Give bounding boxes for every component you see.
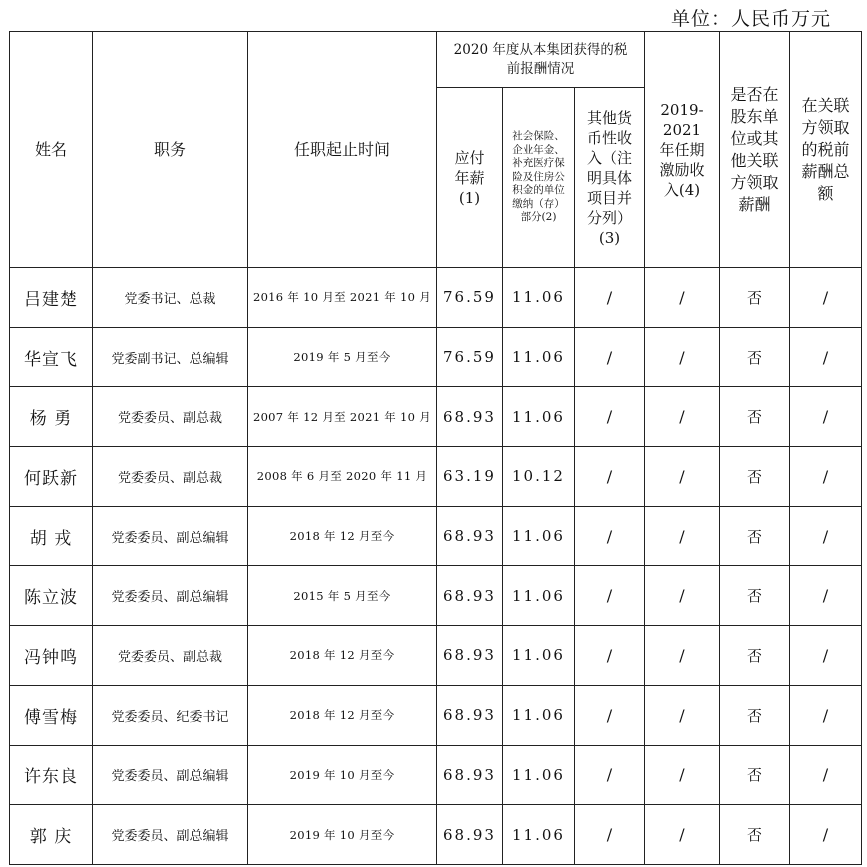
cell-name: 吕建楚: [10, 268, 93, 328]
cell-incentive: /: [645, 626, 720, 686]
cell-salary: 68.93: [437, 685, 503, 745]
cell-salary: 68.93: [437, 626, 503, 686]
cell-related-paid: 否: [720, 387, 790, 447]
cell-position: 党委委员、副总编辑: [93, 506, 248, 566]
cell-related-total: /: [790, 327, 862, 387]
cell-social: 10.12: [503, 447, 575, 507]
table-row: [10, 745, 862, 805]
header-incentive: 2019-2021 年任期激励收入(4): [645, 32, 720, 268]
cell-related-paid: 否: [720, 566, 790, 626]
cell-term: 2018 年 12 月至今: [248, 626, 437, 686]
cell-other-income: /: [575, 387, 645, 447]
table-row: [10, 805, 862, 865]
cell-incentive: /: [645, 685, 720, 745]
cell-term: 2019 年 5 月至今: [248, 327, 437, 387]
cell-name: 杨 勇: [10, 387, 93, 447]
cell-related-total: /: [790, 506, 862, 566]
cell-other-income: /: [575, 506, 645, 566]
cell-related-paid: 否: [720, 447, 790, 507]
cell-related-total: /: [790, 447, 862, 507]
cell-salary: 68.93: [437, 805, 503, 865]
cell-related-total: /: [790, 268, 862, 328]
cell-incentive: /: [645, 327, 720, 387]
cell-social: 11.06: [503, 626, 575, 686]
cell-related-paid: 否: [720, 626, 790, 686]
table-row: [10, 566, 862, 626]
header-other-income: 其他货币性收入（注明具体项目并分列）(3): [575, 88, 645, 268]
cell-term: 2019 年 10 月至今: [248, 805, 437, 865]
header-related-paid: 是否在股东单位或其他关联方领取薪酬: [720, 32, 790, 268]
cell-position: 党委委员、副总编辑: [93, 566, 248, 626]
cell-name: 华宣飞: [10, 327, 93, 387]
cell-social: 11.06: [503, 685, 575, 745]
cell-related-total: /: [790, 745, 862, 805]
cell-related-paid: 否: [720, 268, 790, 328]
cell-other-income: /: [575, 327, 645, 387]
cell-social: 11.06: [503, 566, 575, 626]
cell-related-total: /: [790, 387, 862, 447]
cell-other-income: /: [575, 626, 645, 686]
cell-social: 11.06: [503, 327, 575, 387]
cell-social: 11.06: [503, 506, 575, 566]
table-row: [10, 268, 862, 328]
cell-other-income: /: [575, 447, 645, 507]
header-related-total: 在关联方领取的税前薪酬总额: [790, 32, 862, 268]
cell-term: 2019 年 10 月至今: [248, 745, 437, 805]
cell-term: 2018 年 12 月至今: [248, 506, 437, 566]
header-social: 社会保险、企业年金、补充医疗保险及住房公积金的单位缴纳（存）部分(2): [503, 88, 575, 268]
cell-position: 党委副书记、总编辑: [93, 327, 248, 387]
cell-related-paid: 否: [720, 685, 790, 745]
cell-social: 11.06: [503, 387, 575, 447]
cell-other-income: /: [575, 685, 645, 745]
cell-name: 何跃新: [10, 447, 93, 507]
cell-incentive: /: [645, 268, 720, 328]
cell-incentive: /: [645, 566, 720, 626]
table-row: [10, 327, 862, 387]
cell-social: 11.06: [503, 745, 575, 805]
cell-salary: 76.59: [437, 268, 503, 328]
cell-other-income: /: [575, 745, 645, 805]
cell-related-paid: 否: [720, 745, 790, 805]
table-row: [10, 387, 862, 447]
table-header: [10, 32, 862, 268]
cell-related-total: /: [790, 685, 862, 745]
cell-name: 傅雪梅: [10, 685, 93, 745]
cell-name: 陈立波: [10, 566, 93, 626]
cell-term: 2007 年 12 月至 2021 年 10 月: [248, 387, 437, 447]
cell-term: 2018 年 12 月至今: [248, 685, 437, 745]
table-row: [10, 626, 862, 686]
cell-incentive: /: [645, 805, 720, 865]
cell-incentive: /: [645, 447, 720, 507]
cell-salary: 68.93: [437, 387, 503, 447]
compensation-table: [9, 31, 862, 865]
cell-position: 党委委员、副总编辑: [93, 805, 248, 865]
cell-other-income: /: [575, 805, 645, 865]
cell-other-income: /: [575, 566, 645, 626]
table-body: [10, 268, 862, 865]
cell-related-paid: 否: [720, 327, 790, 387]
table-row: [10, 447, 862, 507]
cell-related-total: /: [790, 805, 862, 865]
cell-salary: 68.93: [437, 745, 503, 805]
cell-term: 2015 年 5 月至今: [248, 566, 437, 626]
cell-term: 2008 年 6 月至 2020 年 11 月: [248, 447, 437, 507]
header-salary: 应付年薪(1): [437, 88, 503, 268]
cell-related-total: /: [790, 566, 862, 626]
cell-related-paid: 否: [720, 805, 790, 865]
cell-social: 11.06: [503, 268, 575, 328]
cell-salary: 76.59: [437, 327, 503, 387]
unit-label: 单位：人民币万元: [670, 8, 831, 30]
cell-other-income: /: [575, 268, 645, 328]
cell-name: 许东良: [10, 745, 93, 805]
cell-name: 胡 戎: [10, 506, 93, 566]
table-row: [10, 506, 862, 566]
header-group: 2020 年度从本集团获得的税前报酬情况: [437, 32, 645, 88]
cell-salary: 68.93: [437, 566, 503, 626]
cell-incentive: /: [645, 387, 720, 447]
cell-position: 党委委员、副总编辑: [93, 745, 248, 805]
cell-social: 11.06: [503, 805, 575, 865]
cell-position: 党委书记、总裁: [93, 268, 248, 328]
cell-position: 党委委员、副总裁: [93, 447, 248, 507]
cell-name: 冯钟鸣: [10, 626, 93, 686]
cell-name: 郭 庆: [10, 805, 93, 865]
header-position: 职务: [93, 32, 248, 268]
cell-incentive: /: [645, 745, 720, 805]
cell-term: 2016 年 10 月至 2021 年 10 月: [248, 268, 437, 328]
cell-position: 党委委员、副总裁: [93, 387, 248, 447]
cell-incentive: /: [645, 506, 720, 566]
cell-related-total: /: [790, 626, 862, 686]
cell-salary: 68.93: [437, 506, 503, 566]
cell-salary: 63.19: [437, 447, 503, 507]
cell-position: 党委委员、副总裁: [93, 626, 248, 686]
header-term: 任职起止时间: [248, 32, 437, 268]
cell-position: 党委委员、纪委书记: [93, 685, 248, 745]
header-name: 姓名: [10, 32, 93, 268]
table-row: [10, 685, 862, 745]
cell-related-paid: 否: [720, 506, 790, 566]
